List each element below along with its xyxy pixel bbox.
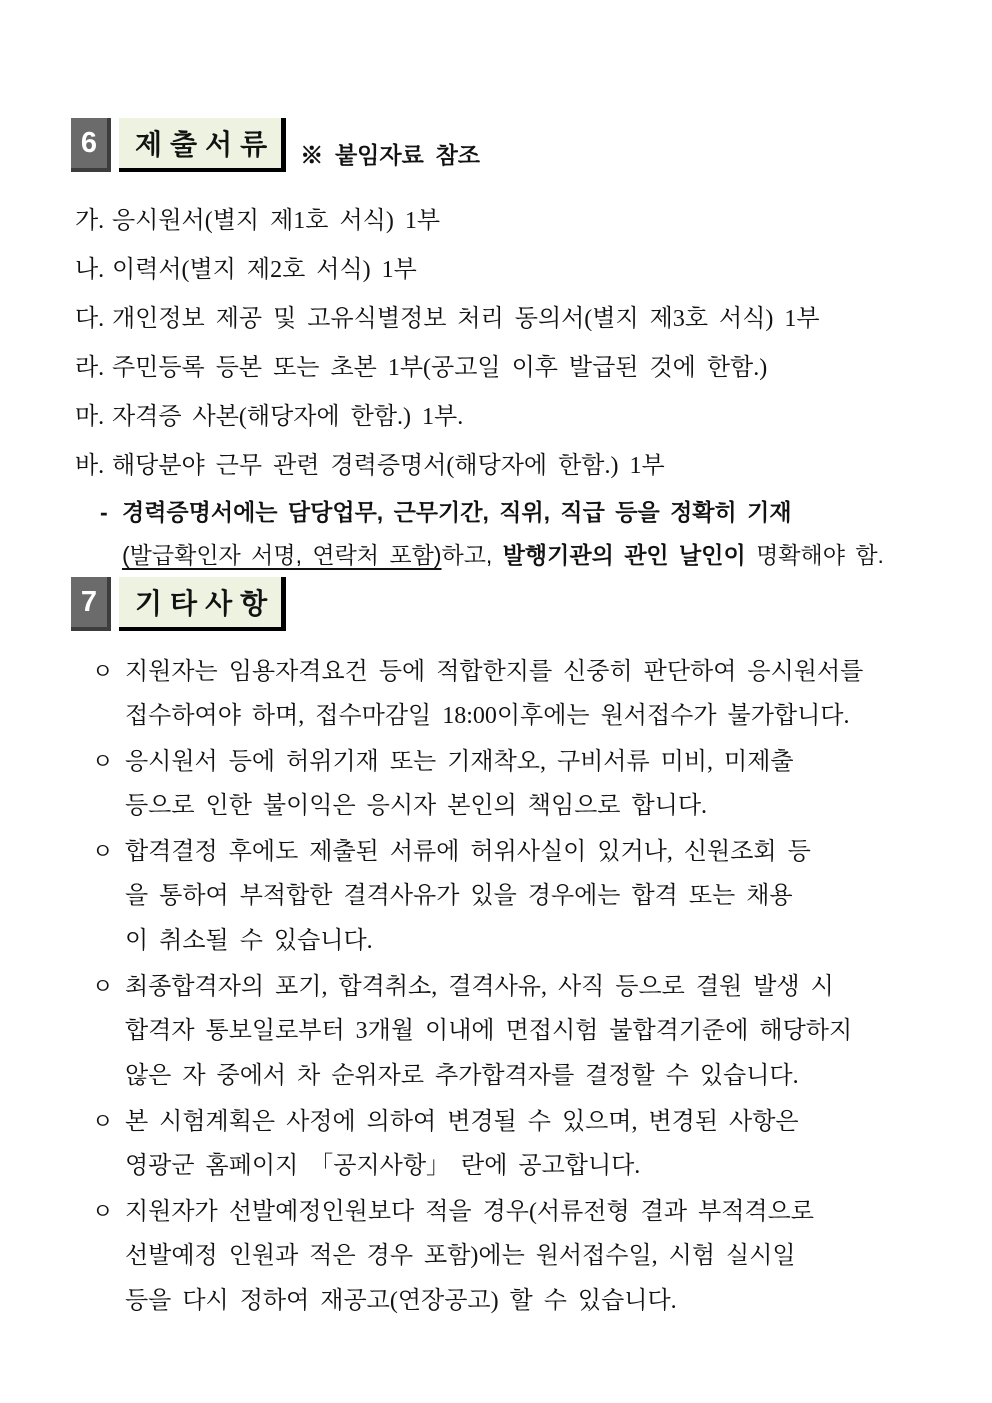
list-item-text: 해당분야 근무 관련 경력증명서(해당자에 한함.) 1부 — [112, 453, 665, 479]
bullet-marker: ㅇ — [92, 839, 114, 864]
list-item-marker: 다. — [75, 306, 105, 332]
bullet-text: 본 시험계획은 사정에 의하여 변경될 수 있으며, 변경된 사항은 — [125, 1109, 799, 1135]
section-7-title-box — [119, 577, 286, 631]
bullet-line: 선발예정 인원과 적은 경우 포함)에는 원서접수일, 시험 실시일 — [125, 1243, 796, 1269]
bullet-line: 등을 다시 정하여 재공고(연장공고) 할 수 있습니다. — [125, 1288, 677, 1314]
section-6-title-box — [119, 118, 286, 172]
note-line2-bold: 발행기관의 관인 날인이 — [502, 542, 746, 568]
list-item-text: 자격증 사본(해당자에 한함.) 1부. — [112, 404, 464, 430]
bullet-line: 영광군 홈페이지 「공지사항」 란에 공고합니다. — [125, 1153, 641, 1179]
bullet-item — [0, 1099, 992, 1189]
bullet-line: 접수하여야 하며, 접수마감일 18:00이후에는 원서접수가 불가합니다. — [125, 703, 850, 729]
bullet-item — [0, 739, 992, 829]
note-line2-mid: 하고, — [441, 542, 503, 568]
list-item — [0, 344, 992, 393]
list-item — [0, 393, 992, 442]
bullet-item — [0, 1189, 992, 1324]
bullet-text: 최종합격자의 포기, 합격취소, 결격사유, 사직 등으로 결원 발생 시 — [125, 974, 834, 1000]
bullet-line — [0, 1189, 992, 1234]
other-matters-list — [0, 649, 992, 1324]
section-7-number-badge — [71, 577, 111, 631]
bullet-line: 합격자 통보일로부터 3개월 이내에 면접시험 불합격기준에 해당하지 — [125, 1018, 853, 1044]
bullet-text: 지원자가 선발예정인원보다 적을 경우(서류전형 결과 부적격으로 — [125, 1199, 814, 1225]
list-item-text: 주민등록 등본 또는 초본 1부(공고일 이후 발급된 것에 한함.) — [112, 355, 768, 381]
note-line2-tail: 명확해야 함. — [745, 542, 884, 568]
submission-documents-list — [0, 197, 992, 491]
section-6-number-badge — [71, 118, 111, 172]
list-item-marker: 마. — [75, 404, 105, 430]
bullet-text: 합격결정 후에도 제출된 서류에 허위사실이 있거나, 신원조회 등 — [125, 839, 811, 865]
section-7-header — [71, 577, 992, 631]
note-line1-text: 경력증명서에는 담당업무, 근무기간, 직위, 직급 등을 정확히 기재 — [122, 499, 792, 525]
list-item-text: 응시원서(별지 제1호 서식) 1부 — [112, 208, 441, 234]
bullet-marker: ㅇ — [92, 974, 114, 999]
dash-marker: - — [100, 499, 108, 525]
section-7-title: 기타사항 — [135, 588, 276, 619]
bullet-text: 응시원서 등에 허위기재 또는 기재착오, 구비서류 미비, 미제출 — [125, 749, 794, 775]
list-item — [0, 246, 992, 295]
bullet-line: 않은 자 중에서 차 순위자로 추가합격자를 결정할 수 있습니다. — [125, 1063, 799, 1089]
list-item-text: 개인정보 제공 및 고유식별정보 처리 동의서(별지 제3호 서식) 1부 — [112, 306, 820, 332]
bullet-line — [0, 829, 992, 874]
list-item — [0, 442, 992, 491]
bullet-marker: ㅇ — [92, 1199, 114, 1224]
list-item-marker: 가. — [75, 208, 105, 234]
section-6-number: 6 — [80, 126, 98, 159]
bullet-marker: ㅇ — [92, 1109, 114, 1134]
section-7-number: 7 — [80, 585, 98, 618]
list-item — [0, 295, 992, 344]
bullet-marker: ㅇ — [92, 659, 114, 684]
bullet-line — [0, 964, 992, 1009]
career-certificate-note-line2 — [0, 534, 992, 577]
bullet-item — [0, 964, 992, 1099]
list-item-marker: 나. — [75, 257, 105, 283]
list-item-text: 이력서(별지 제2호 서식) 1부 — [112, 257, 417, 283]
bullet-marker: ㅇ — [92, 749, 114, 774]
section-6-side-note: ※ 붙임자료 참조 — [300, 143, 481, 168]
bullet-line — [0, 1099, 992, 1144]
bullet-text: 지원자는 임용자격요건 등에 적합한지를 신중히 판단하여 응시원서를 — [125, 659, 864, 685]
bullet-line: 등으로 인한 불이익은 응시자 본인의 책임으로 합니다. — [125, 793, 708, 819]
section-6-header — [71, 118, 992, 172]
bullet-item — [0, 829, 992, 964]
bullet-line: 을 통하여 부적합한 결격사유가 있을 경우에는 합격 또는 채용 — [125, 883, 793, 909]
list-item — [0, 197, 992, 246]
list-item-marker: 라. — [75, 355, 105, 381]
bullet-item — [0, 649, 992, 739]
note-underlined-text: (발급확인자 서명, 연락처 포함) — [122, 542, 442, 568]
career-certificate-note — [0, 491, 992, 577]
section-6-title: 제출서류 — [135, 129, 276, 160]
bullet-line — [0, 649, 992, 694]
career-certificate-note-line1 — [0, 491, 992, 534]
bullet-line — [0, 739, 992, 784]
bullet-line: 이 취소될 수 있습니다. — [125, 928, 373, 954]
list-item-marker: 바. — [75, 453, 105, 479]
